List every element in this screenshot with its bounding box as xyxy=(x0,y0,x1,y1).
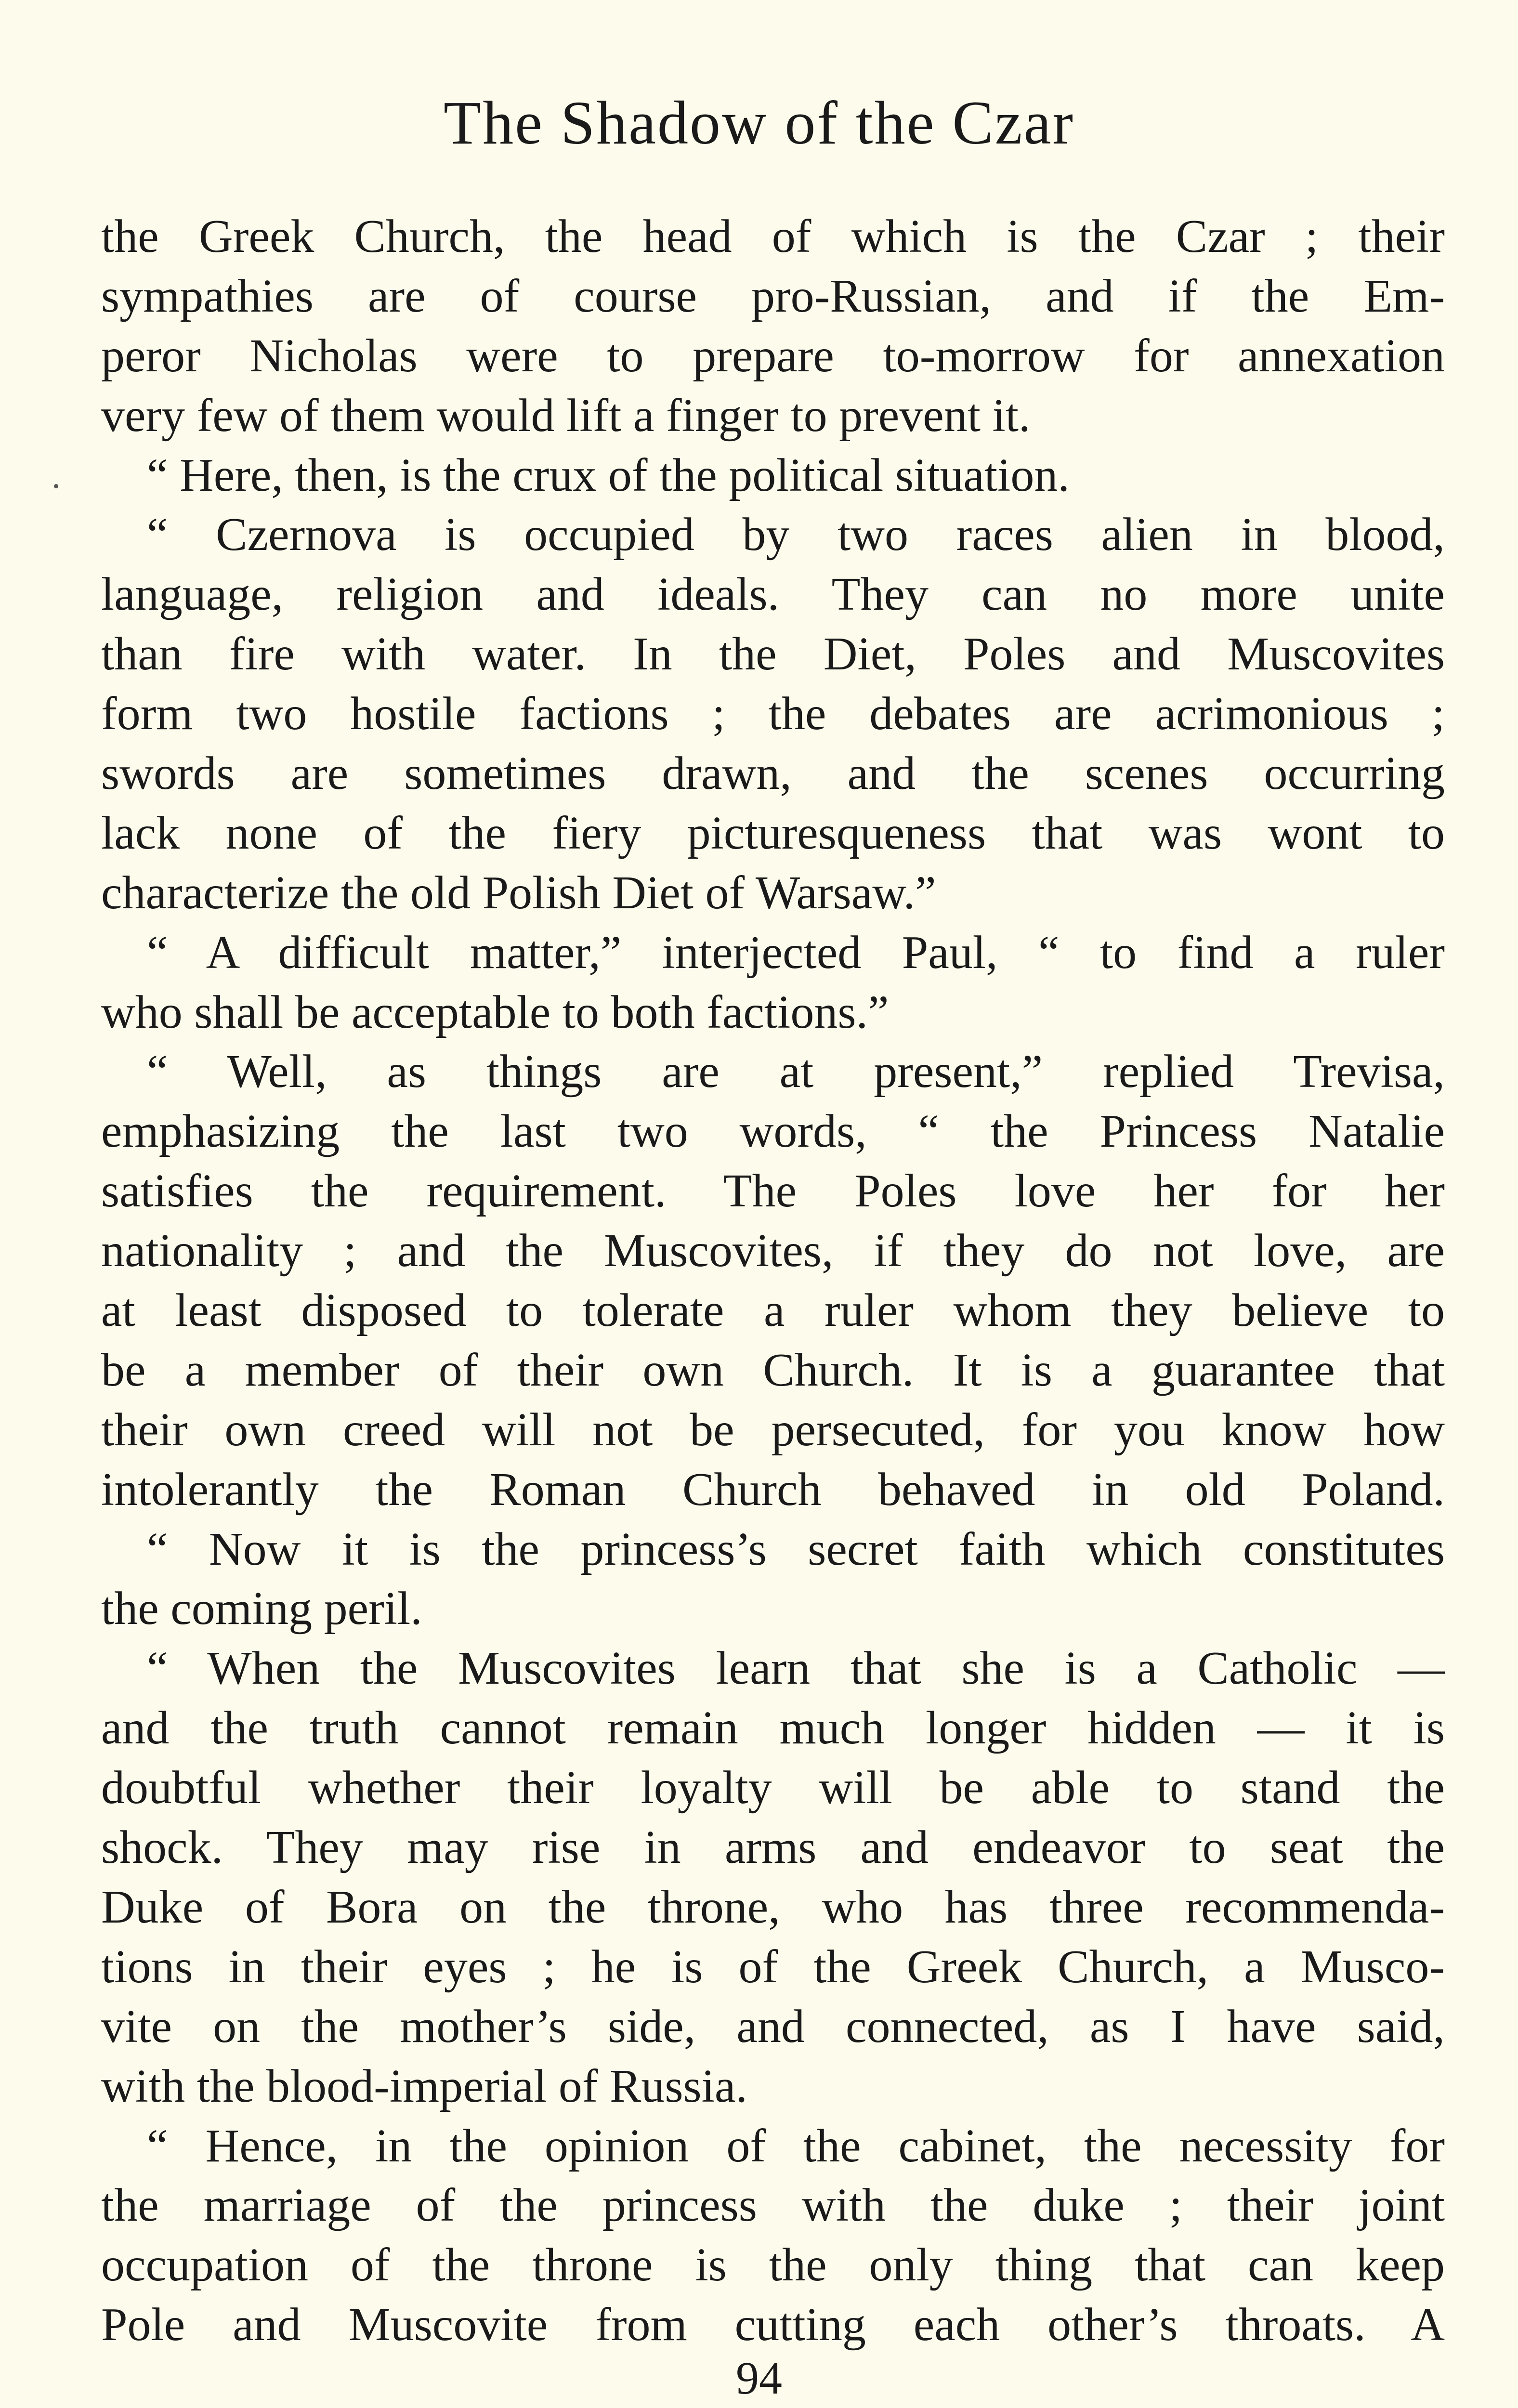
text-line: satisfies the requirement. The Poles love her for her xyxy=(101,1165,1445,1217)
text-line: vite on the mother’s side, and connected, as I have said, xyxy=(101,2000,1445,2053)
text-line: Duke of Bora on the throne, who has three recommenda- xyxy=(101,1881,1445,1933)
text-line: characterize the old Polish Diet of Warsaw.” xyxy=(101,866,936,919)
text-line: peror Nicholas were to prepare to-morrow for annexation xyxy=(101,329,1445,382)
text-line: occupation of the throne is the only thing that can keep xyxy=(101,2239,1445,2291)
text-line: the Greek Church, the head of which is the Czar ; their xyxy=(101,210,1445,262)
text-line: be a member of their own Church. It is a guarantee that xyxy=(101,1344,1445,1396)
text-line: the coming peril. xyxy=(101,1583,422,1635)
text-line: very few of them would lift a finger to prevent it. xyxy=(101,389,1031,442)
text-line: emphasizing the last two words, “ the Princess Natalie xyxy=(101,1105,1445,1158)
text-line: shock. They may rise in arms and endeavor to seat the xyxy=(101,1821,1445,1874)
text-line: intolerantly the Roman Church behaved in old Poland. xyxy=(101,1463,1445,1516)
text-line: at least disposed to tolerate a ruler whom they believe to xyxy=(101,1284,1445,1337)
text-line: “ Czernova is occupied by two races alien in blood, xyxy=(147,509,1445,561)
text-line: nationality ; and the Muscovites, if they do not love, are xyxy=(101,1225,1445,1277)
text-line: “ Here, then, is the crux of the political situation. xyxy=(147,449,1070,501)
text-line: language, religion and ideals. They can no more unite xyxy=(101,568,1445,621)
text-line: with the blood-imperial of Russia. xyxy=(101,2060,747,2112)
text-line: who shall be acceptable to both factions.” xyxy=(101,986,889,1038)
page-number: 94 xyxy=(736,2352,782,2404)
text-line: their own creed will not be persecuted, for you know how xyxy=(101,1403,1445,1456)
text-line: “ Now it is the princess’s secret faith which constitutes xyxy=(147,1523,1445,1575)
text-line: and the truth cannot remain much longer hidden — it is xyxy=(101,1702,1445,1754)
print-speck xyxy=(54,484,58,488)
text-line: swords are sometimes drawn, and the scenes occurring xyxy=(101,747,1445,800)
text-line: the marriage of the princess with the duke ; their joint xyxy=(101,2179,1445,2232)
text-line: Pole and Muscovite from cutting each other’s throats. A xyxy=(101,2299,1445,2351)
text-line: “ When the Muscovites learn that she is a Catholic — xyxy=(147,1642,1445,1695)
text-line: than fire with water. In the Diet, Poles and Muscovites xyxy=(101,628,1445,681)
body-text xyxy=(101,207,1445,2355)
running-head: The Shadow of the Czar xyxy=(443,89,1075,157)
text-line: “ Hence, in the opinion of the cabinet, the necessity for xyxy=(147,2120,1445,2172)
text-line: “ A difficult matter,” interjected Paul, “ to find a ruler xyxy=(147,926,1445,979)
text-line: form two hostile factions ; the debates are acrimonious ; xyxy=(101,688,1445,740)
text-line: “ Well, as things are at present,” replied Trevisa, xyxy=(147,1046,1445,1098)
text-line: sympathies are of course pro-Russian, and if the Em- xyxy=(101,270,1445,322)
text-line: lack none of the fiery picturesqueness that was wont to xyxy=(101,807,1445,859)
text-line: doubtful whether their loyalty will be able to stand the xyxy=(101,1762,1445,1814)
text-line: tions in their eyes ; he is of the Greek Church, a Musco- xyxy=(101,1940,1445,1993)
